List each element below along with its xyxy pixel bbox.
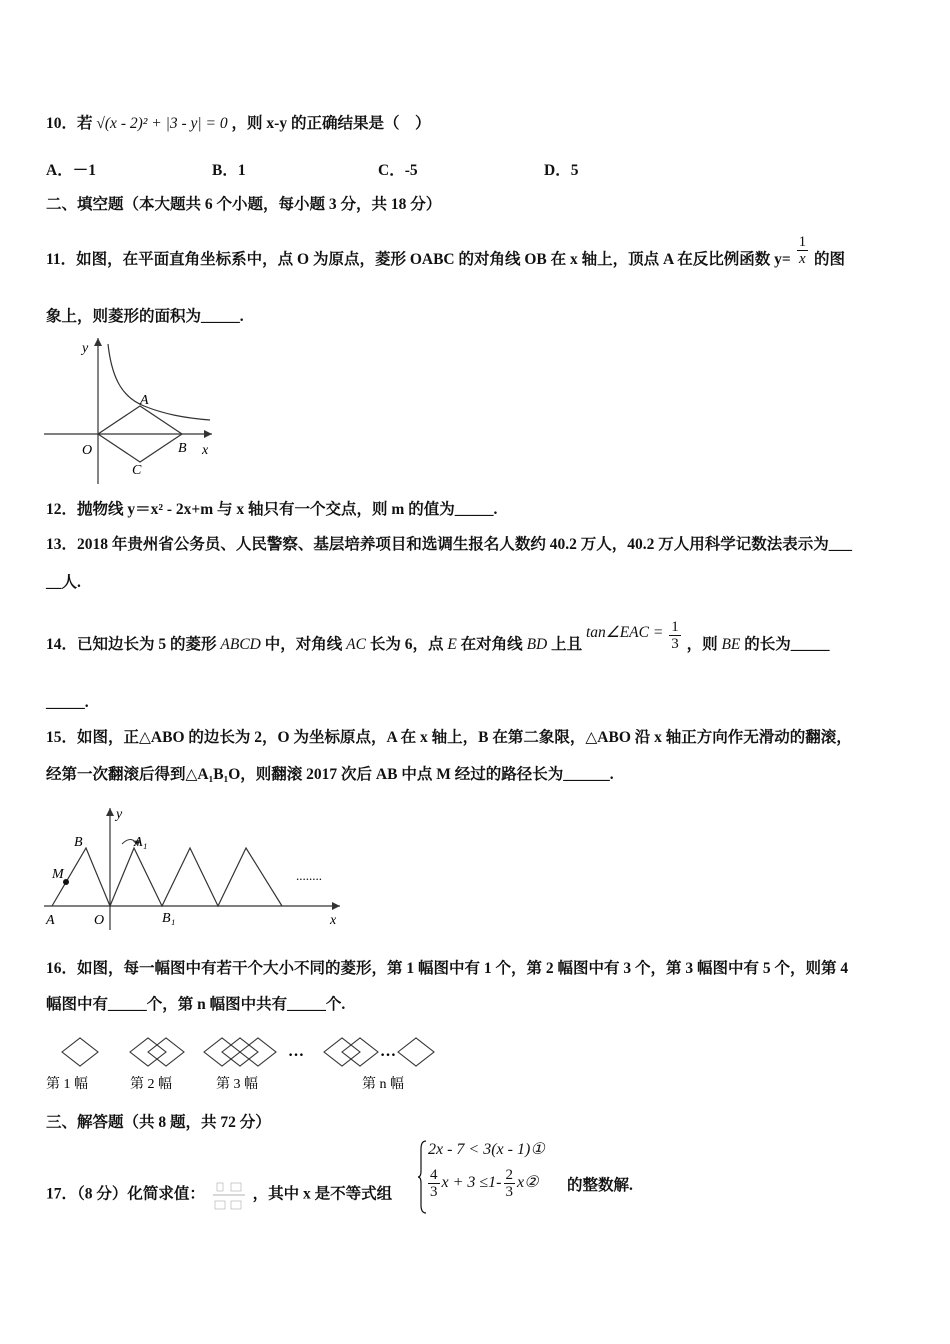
q15-label-b1: B₁ <box>162 911 176 926</box>
q17-ineq1-text: 2x - 7 < 3(x - 1)① <box>428 1141 545 1158</box>
q14-frac-num: 1 <box>671 619 679 635</box>
q15-stem-line2: 经第一次翻滚后得到△A₁B₁O，则翻滚 2017 次后 AB 中点 M 经过的路径长为______. <box>46 766 614 783</box>
q15-dots: ........ <box>296 868 322 883</box>
q15-label-o: O <box>94 913 105 928</box>
q14-stem-line2: _____. <box>46 694 89 711</box>
q16-dots-2: … <box>380 1043 396 1060</box>
q16-stem-line2: 幅图中有_____个，第 n 幅图中共有_____个. <box>46 996 346 1013</box>
q17-frac1 <box>428 1167 440 1200</box>
q11-y-arrow <box>94 338 102 346</box>
q10-suffix: ，则 x-y 的正确结果是（ ） <box>231 115 431 132</box>
q11-x-arrow <box>204 430 212 438</box>
q14-text-g: 的长为_____ <box>744 636 830 654</box>
q17-frac1-num: 4 <box>430 1167 438 1183</box>
q15-label-b: B <box>74 835 83 850</box>
q14-text-e: 上且 <box>551 636 583 654</box>
q14-e: E <box>447 636 457 654</box>
q16-figure <box>44 1034 439 1094</box>
q17-inequality-system <box>418 1137 568 1217</box>
q16-dots-1: … <box>288 1043 304 1060</box>
q16-stem-line1: 16．如图，每一幅图中有若干个大小不同的菱形，第 1 幅图中有 1 个，第 2 幅图中有 3 个，第 3 幅图中有 5 个，则第 4 <box>46 960 849 977</box>
q15-point-m <box>63 879 69 885</box>
q15-label-y: y <box>116 807 123 822</box>
q15-label-m: M <box>52 867 64 882</box>
q15-label-a1: A₁ <box>134 835 148 850</box>
q17-ineq2-b: x② <box>517 1174 539 1192</box>
q10-option-b: B．1 <box>212 162 246 179</box>
q17-frac2-num: 2 <box>505 1167 514 1183</box>
q11-frac-den: x <box>798 251 806 267</box>
q11-stem-line2: 象上，则菱形的面积为_____. <box>46 308 244 325</box>
q15-label-a: A <box>46 913 55 928</box>
q14-frac-den: 3 <box>671 636 679 652</box>
q14-be: BE <box>721 636 741 654</box>
q10-expression: √(x - 2)² + |3 - y| = 0 <box>96 115 228 132</box>
q14-ac: AC <box>346 636 366 654</box>
q10-stem <box>46 113 430 135</box>
q11-text-b: 的图 <box>813 251 845 269</box>
q17-frac1-den: 3 <box>430 1184 438 1200</box>
q13-stem-line2: __人. <box>46 574 81 591</box>
q14-text-b: 中，对角线 <box>264 636 343 654</box>
q17-expression-image <box>209 1177 249 1217</box>
q15-x-arrow <box>332 902 340 910</box>
q15-stem-line1: 15．如图，正△ABO 的边长为 2，O 为坐标原点，A 在 x 轴上，B 在第二象限，△ABO 沿 x 轴正方向作无滑动的翻滚， <box>46 729 852 746</box>
q10-option-d: D．5 <box>544 162 579 179</box>
q15-label-x: x <box>330 913 337 928</box>
q10-prefix: 10．若 <box>46 115 93 132</box>
section2-heading: 二、填空题（本大题共 6 个小题，每小题 3 分，共 18 分） <box>46 196 442 213</box>
q11-figure <box>44 336 214 486</box>
q16-caption-2: 第 2 幅 <box>130 1077 172 1092</box>
q11-stem-line1 <box>46 234 845 277</box>
q17-tail: 的整数解. <box>567 1177 633 1194</box>
q11-label-x: x <box>202 443 209 458</box>
q14-stem-line1 <box>46 619 830 662</box>
q17-frac2-den: 3 <box>505 1184 514 1200</box>
q12-stem: 12．抛物线 y＝x² - 2x+m 与 x 轴只有一个交点，则 m 的值为_____. <box>46 501 498 518</box>
q17-inequality-2 <box>426 1167 538 1200</box>
q11-label-y: y <box>82 341 89 356</box>
q14-abcd: ABCD <box>220 636 261 654</box>
section3-heading: 三、解答题（共 8 题，共 72 分） <box>46 1114 271 1131</box>
q16-caption-n: 第 n 幅 <box>362 1077 404 1092</box>
q10-option-c: C．-5 <box>378 162 418 179</box>
q16-fign-rhombus-n <box>398 1038 434 1066</box>
q14-text-c: 长为 6，点 <box>369 636 444 654</box>
q14-text-f: ，则 <box>686 636 718 654</box>
q14-tan: tan∠EAC = <box>586 624 664 642</box>
q15-figure <box>44 804 344 934</box>
q11-label-o: O <box>82 443 93 458</box>
q15-y-arrow <box>106 808 114 816</box>
q16-fig1-rhombus <box>62 1038 98 1066</box>
q14-text-a: 14．已知边长为 5 的菱形 <box>46 636 217 654</box>
q16-caption-1: 第 1 幅 <box>46 1077 88 1092</box>
q10-option-a: A．－1 <box>46 162 96 179</box>
q17-stem <box>46 1175 392 1215</box>
q17-ineq2-a: x + 3 ≤1- <box>441 1174 502 1192</box>
q11-hyperbola-curve <box>108 344 210 420</box>
q11-label-c: C <box>132 463 142 478</box>
q14-text-d: 在对角线 <box>460 636 523 654</box>
q11-fraction <box>797 234 809 267</box>
q11-frac-num: 1 <box>798 234 807 250</box>
q17-text-a: 17．（8 分）化简求值： <box>46 1185 205 1203</box>
q14-fraction <box>669 619 681 652</box>
q11-label-b: B <box>178 441 187 456</box>
q13-stem-line1: 13．2018 年贵州省公务员、人民警察、基层培养项目和选调生报名人数约 40.2 万人，40.2 万人用科学记数法表示为___ <box>46 536 853 553</box>
q17-inequality-1 <box>428 1139 545 1159</box>
q11-label-a: A <box>140 393 149 408</box>
q11-text-a: 11．如图，在平面直角坐标系中，点 O 为原点，菱形 OABC 的对角线 OB 在 x 轴上，顶点 A 在反比例函数 y= <box>46 251 791 269</box>
q17-text-b: ，其中 x 是不等式组 <box>252 1185 393 1203</box>
q14-bd: BD <box>526 636 548 654</box>
q16-caption-3: 第 3 幅 <box>216 1077 258 1092</box>
q15-triangles <box>52 848 282 906</box>
q17-frac2 <box>504 1167 516 1200</box>
